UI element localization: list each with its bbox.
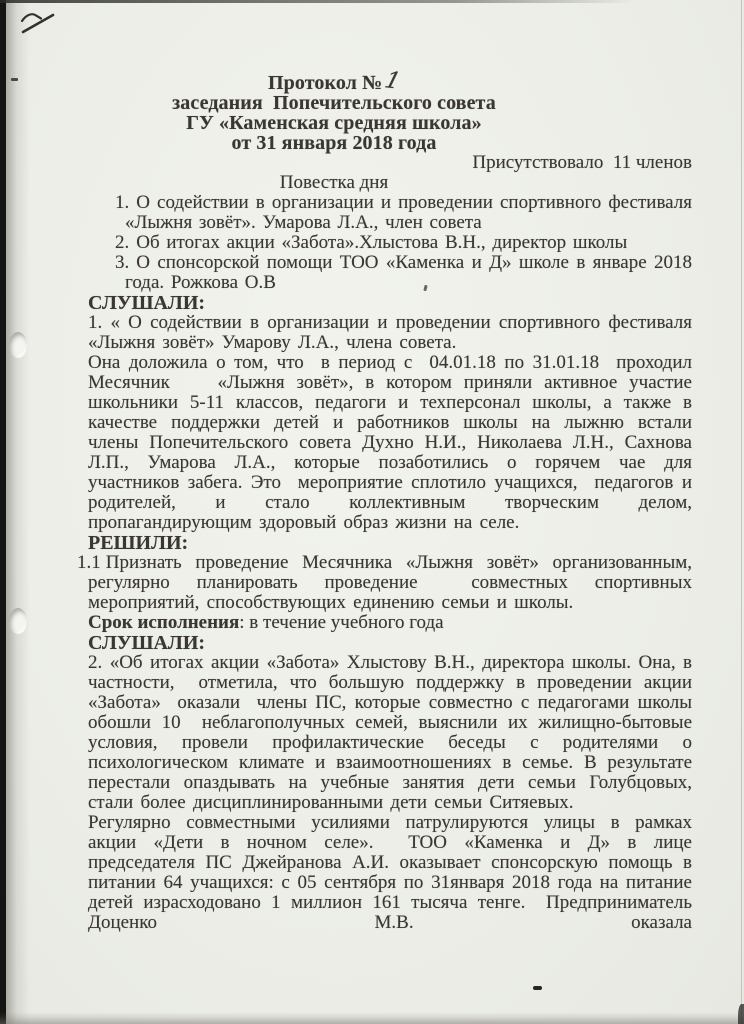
title-line-meeting: заседания Попечительского совета — [172, 92, 496, 114]
agenda-item-2 — [88, 233, 692, 253]
deadline-value: : в течение учебного года — [239, 612, 444, 633]
heading-resolved-1: РЕШИЛИ: — [88, 532, 189, 554]
agenda-item-text: Об итогах акции «Забота».Хлыстова В.Н., директор школы — [136, 232, 628, 253]
scan-top-edge — [0, 0, 635, 3]
hole-punch-bottom — [9, 608, 27, 634]
agenda-item-text: О спонсорской помощи ТОО «Каменка и Д» школе в январе 2018 года. Рожкова О.В — [125, 252, 692, 293]
document-title-block — [88, 67, 692, 154]
agenda-title: Повестка дня — [279, 172, 389, 193]
scan-right-edge — [741, 0, 742, 1024]
handwritten-protocol-number: 1 — [382, 67, 404, 95]
heading-listened-1: СЛУШАЛИ: — [88, 292, 206, 314]
title-line-school: ГУ «Каменская средняя школа» — [186, 112, 482, 134]
deadline-line — [88, 613, 692, 633]
deadline-label: Срок исполнения — [88, 612, 240, 633]
ink-dot — [533, 986, 542, 990]
title-line-protocol — [88, 67, 580, 95]
agenda-item-1 — [88, 193, 692, 233]
document-body — [77, 67, 692, 933]
scan-left-shadow — [6, 0, 30, 1024]
scan-bottom-shade — [0, 1012, 744, 1024]
agenda-item-3 — [88, 253, 692, 293]
scan-corner-mark — [738, 1004, 744, 1024]
listened-2-paragraph-1: 2. «Об итогах акции «Забота» Хлыстову В.Н., директора школы. Она, в частности, отметила, что большую поддержку в проведении акции «Забота» оказали члены ПС, которые совместно с педагогами школы обошли 10 неблагополучных семей, выяснили их жилищно-бытовые условия, провели профилактические беседы с родителями о психологическом климате и взаимоотношениях в семье. В результате перестали опаздывать на учебные занятия дети семьи Голубцовых, стали более дисциплинированными дети семьи Ситяевых. — [88, 652, 692, 813]
agenda-list — [88, 193, 692, 293]
agenda-item-text: О содействии в организации и проведении спортивного фестиваля «Лыжня зовёт». Умарова Л.А., член совета — [125, 192, 692, 233]
listened-1-paragraph-1: 1. « О содействии в организации и проведении спортивного фестиваля «Лыжня зовёт» Умарову Л.А., члена совета. — [88, 312, 692, 353]
pen-checkmark — [20, 10, 58, 36]
resolution-item-text: Признать проведение Месячника «Лыжня зовёт» организованным, регулярно планировать проведение совместных спортивных мероприятий, способствующих единению семьи и школы. — [88, 552, 692, 613]
ink-speck — [11, 78, 18, 81]
title-line-date: от 31 января 2018 года — [231, 132, 437, 154]
protocol-label: Протокол № — [267, 72, 383, 94]
agenda-item-number: 2. — [115, 232, 130, 253]
resolution-item-1-1 — [77, 552, 692, 613]
heading-listened-2: СЛУШАЛИ: — [88, 632, 206, 654]
resolution-item-number: 1.1 — [77, 552, 101, 573]
attendance-line: Присутствовало 11 членов — [472, 152, 692, 173]
hole-punch-top — [9, 332, 27, 358]
listened-1-paragraph-2: Она доложила о том, что в период с 04.01.18 по 31.01.18 проходил Месячник «Лыжня зовёт», в котором приняли активное участие школьники 5-11 классов, педагоги и техперсонал школы, а также в качестве поддержки детей и работников школы на лыжню встали члены Попечительского совета Духно Н.И., Николаева Л.Н., Сахнова Л.П., Умарова Л.А., которые позаботились о горячем чае для участников забега. Это мероприятие сплотило учащихся, педагогов и родителей, и стало коллективным творческим делом, пропагандирующим здоровый образ жизни на селе. — [88, 352, 692, 533]
agenda-item-number: 3. — [115, 252, 130, 273]
agenda-item-number: 1. — [115, 192, 130, 213]
listened-2-paragraph-2: Регулярно совместными усилиями патрулируются улицы в рамках акции «Дети в ночном селе». ТОО «Каменка и Д» в лице председателя ПС Джейранова А.И. оказывает спонсорскую помощь в питании 64 учащихся: с 05 сентября по 31января 2018 года на питание детей израсходовано 1 миллион 161 тысяча тенге. Предприниматель Доценко М.В. оказала — [88, 812, 692, 933]
